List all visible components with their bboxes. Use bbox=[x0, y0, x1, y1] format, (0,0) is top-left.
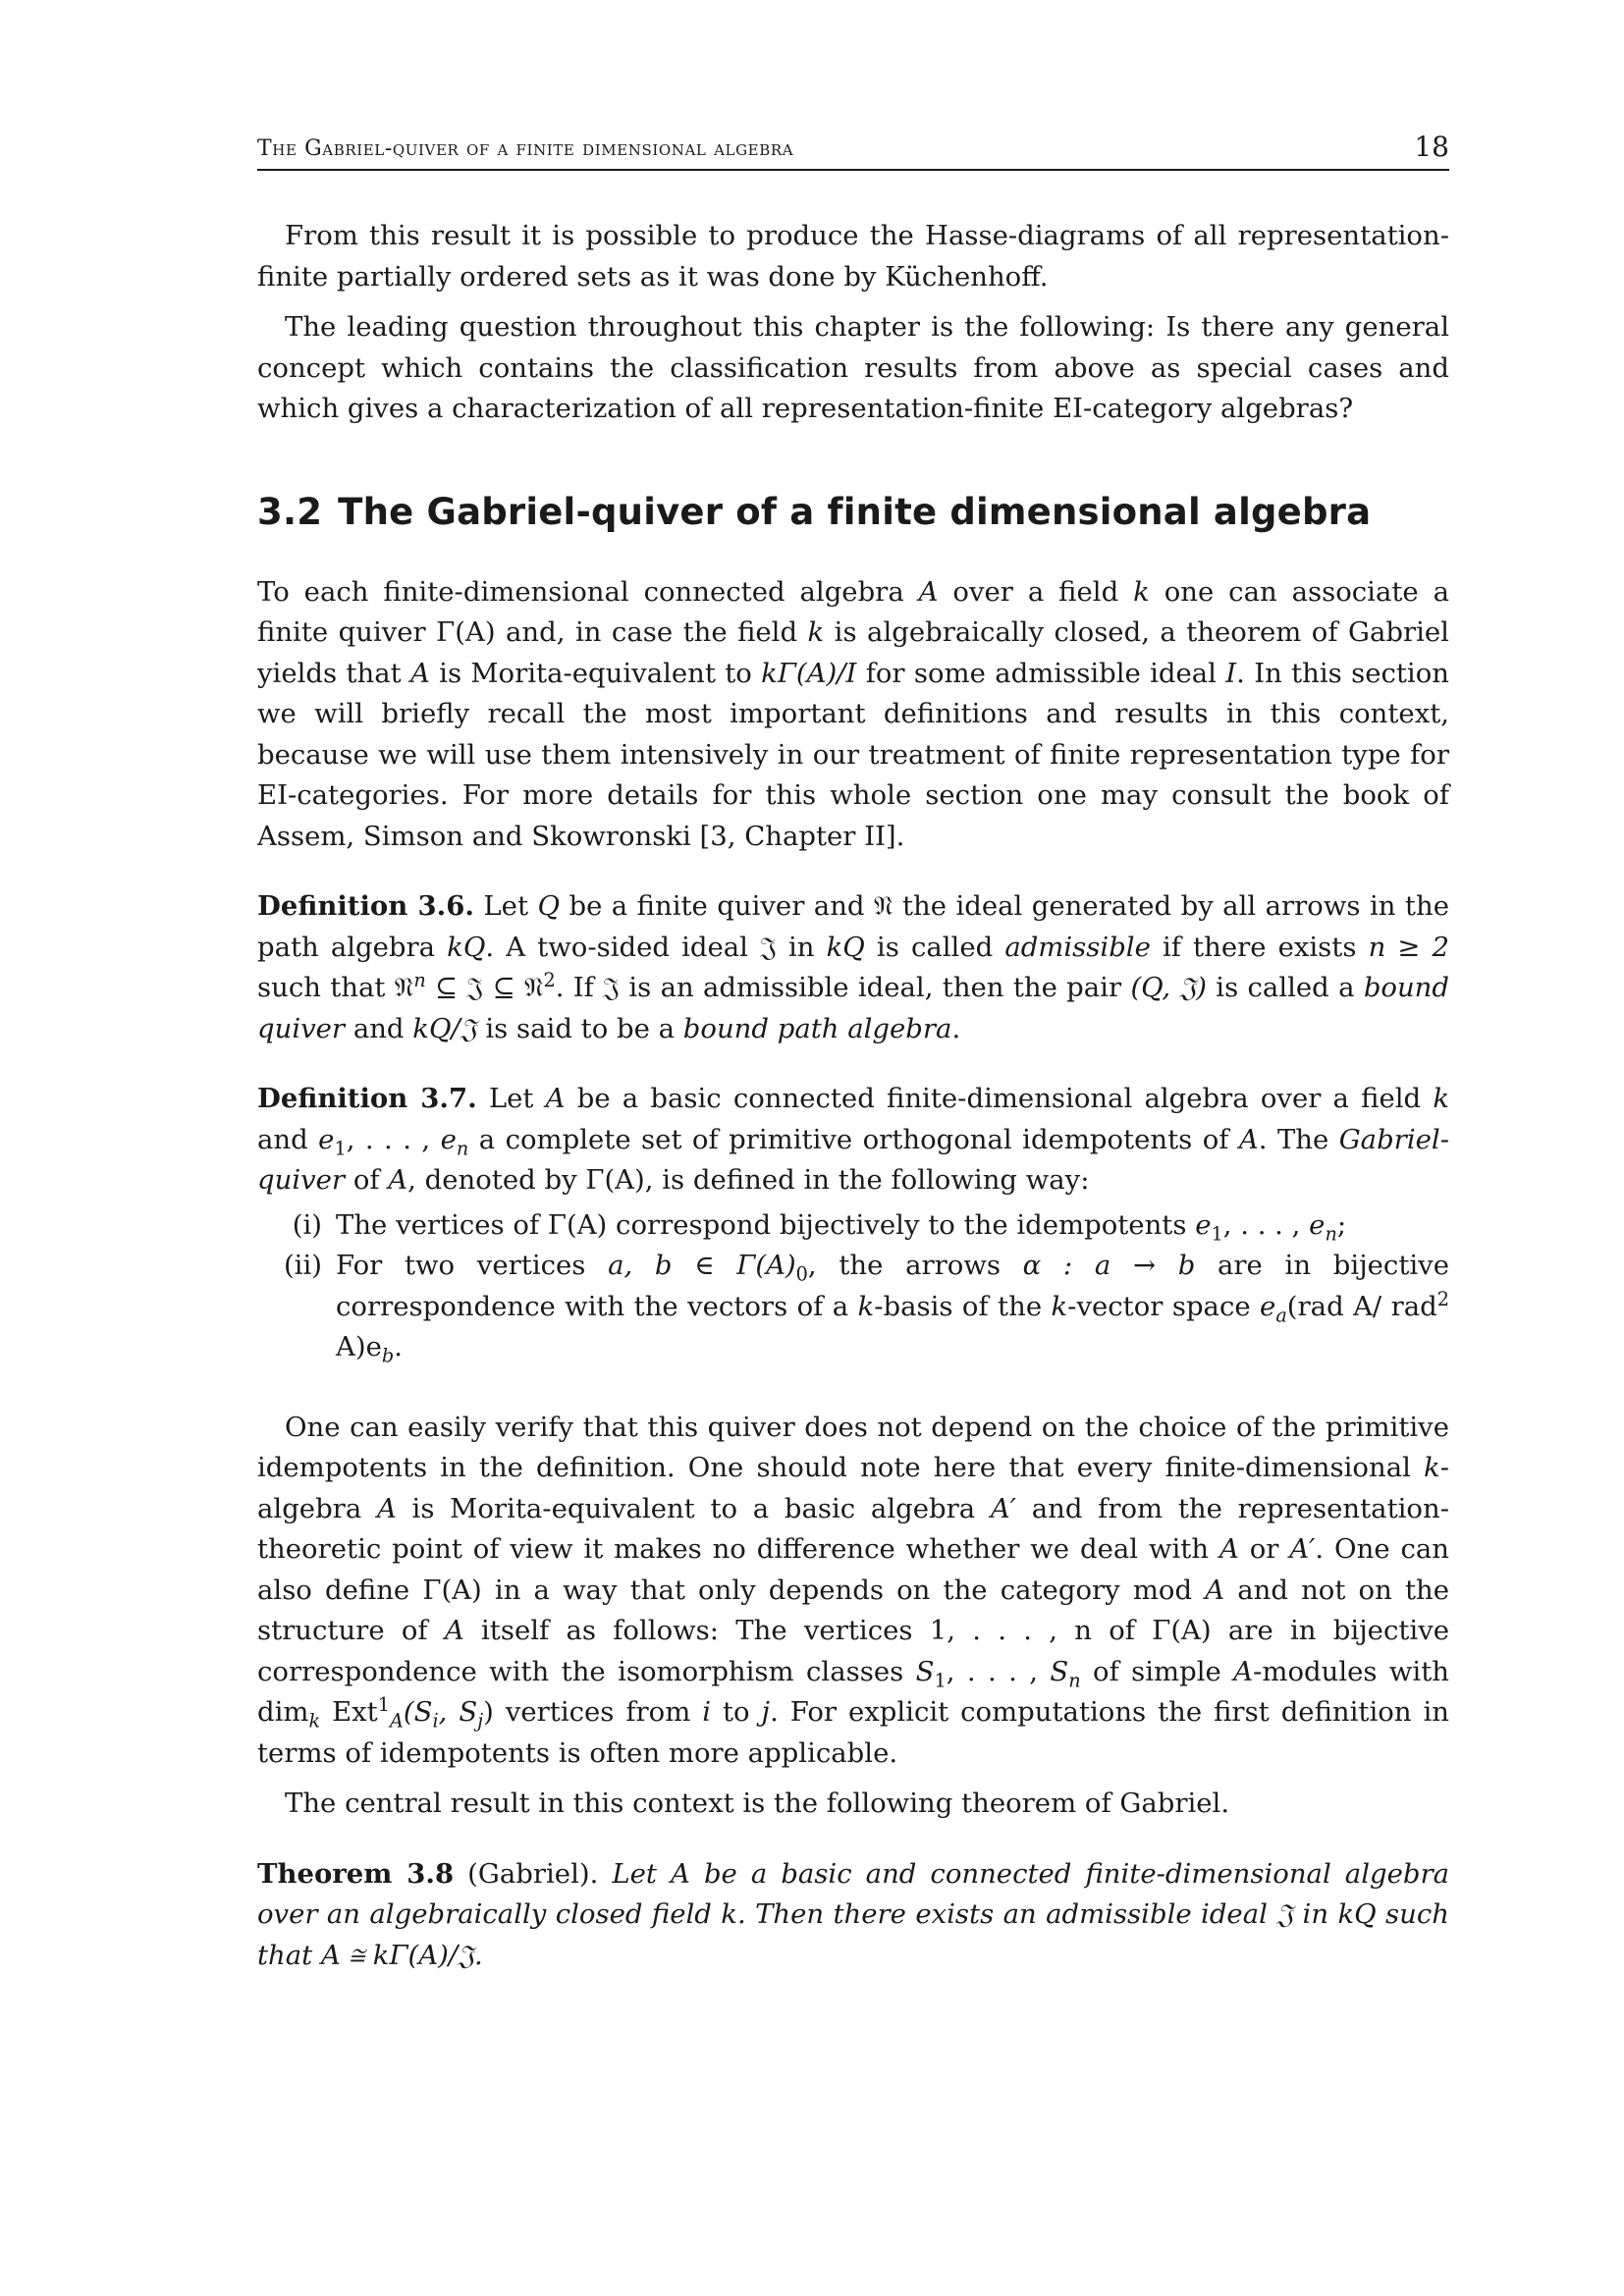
section-number: 3.2 bbox=[257, 490, 323, 533]
definition-list bbox=[257, 1205, 1449, 1368]
theorem-label: Theorem 3.8 bbox=[257, 1857, 455, 1890]
body-paragraph: One can easily verify that this quiver does not depend on the choice of the primitive idempotents in the definition. One should note here that every finite-dimensional k-algebra A is Morita-equivalent to a basic algebra A′ and from the representation-theoretic point of view it makes no difference whether we deal with A or A′. One can also define Γ(A) in a way that only depends on the category mod A and not on the structure of A itself as follows: The vertices 1, . . . , n of Γ(A) are in bijective correspondence with the isomorphism classes $S_1$, . . . , $S_n$ of simple A-modules with dim$_k$ $Ext^1_A(S_i$, $S_j$) vertices from i to j. For explicit computations the first definition in terms of idempotents is often more applicable. bbox=[257, 1411, 1450, 1769]
section-title: The Gabriel-quiver of a finite dimensional algebra bbox=[338, 490, 1372, 533]
definition-3-6: Definition 3.6. Let Q be a finite quiver and 𝔑 the ideal generated by all arrows in the path algebra kQ. A two-sided ideal 𝔍 in kQ is called admissible if there exists n ≥ 2 such that 𝔑$^n$ ⊆ 𝔍 ⊆ 𝔑$^2$. If 𝔍 is an admissible ideal, then the pair (Q, 𝔍) is called a bound quiver and kQ/𝔍 is said to be a bound path algebra. bbox=[257, 890, 1449, 1044]
page bbox=[257, 126, 1449, 1976]
definition-label: Definition 3.6. bbox=[257, 890, 474, 922]
theorem-3-8: Theorem 3.8 (Gabriel). Let A be a basic and connected finite-dimensional algebra over an algebraically closed field k. Then there exists an admissible ideal 𝔍 in kQ such that A ≅ kΓ(A)/𝔍. bbox=[257, 1857, 1450, 1971]
intro-paragraph-1: From this result it is possible to produce the Hasse-diagrams of all representation-finite partially ordered sets as it was done by Küchenhoff. bbox=[257, 220, 1449, 293]
running-title: The Gabriel-quiver of a finite dimensional algebra bbox=[257, 136, 794, 161]
definition-3-7: Definition 3.7. Let A be a basic connected finite-dimensional algebra over a field k and $e_1$, . . . , $e_n$ a complete set of primitive orthogonal idempotents of A. The Gabriel-quiver of A, denoted by Γ(A), is defined in the following way: bbox=[257, 1083, 1449, 1196]
list-item: (ii) For two vertices a, b ∈ $\Gamma(A)_0$, the arrows α : a → b are in bijective correspondence with the vectors of a k-basis of the k-vector space $e_a(rad$ A/ rad$^2$ $A)e_b$. bbox=[283, 1250, 1449, 1367]
intro-paragraph-2: The leading question throughout this chapter is the following: Is there any general concept which contains the classification results from above as special cases and which gives a characterization of all representation-finite EI-category algebras? bbox=[257, 311, 1449, 424]
running-head bbox=[257, 126, 1449, 171]
body-paragraph: The central result in this context is the following theorem of Gabriel. bbox=[285, 1788, 1230, 1819]
page-number: 18 bbox=[1414, 131, 1449, 163]
section-heading bbox=[257, 491, 1449, 533]
list-item: (i) The vertices of Γ(A) correspond bijectively to the idempotents $e_1$, . . . , $e_n$; bbox=[292, 1208, 1347, 1245]
definition-label: Definition 3.7. bbox=[257, 1083, 477, 1114]
section-paragraph: To each finite-dimensional connected algebra A over a field k one can associate a finite quiver Γ(A) and, in case the field k is algebraically closed, a theorem of Gabriel yields that A is Morita-equivalent to kΓ(A)/I for some admissible ideal I. In this section we will briefly recall the most important definitions and results in this context, because we will use them intensively in our treatment of finite representation type for EI-categories. For more details for this whole section one may consult the book of Assem, Simson and Skowronski [3, Chapter II]. bbox=[257, 575, 1450, 852]
